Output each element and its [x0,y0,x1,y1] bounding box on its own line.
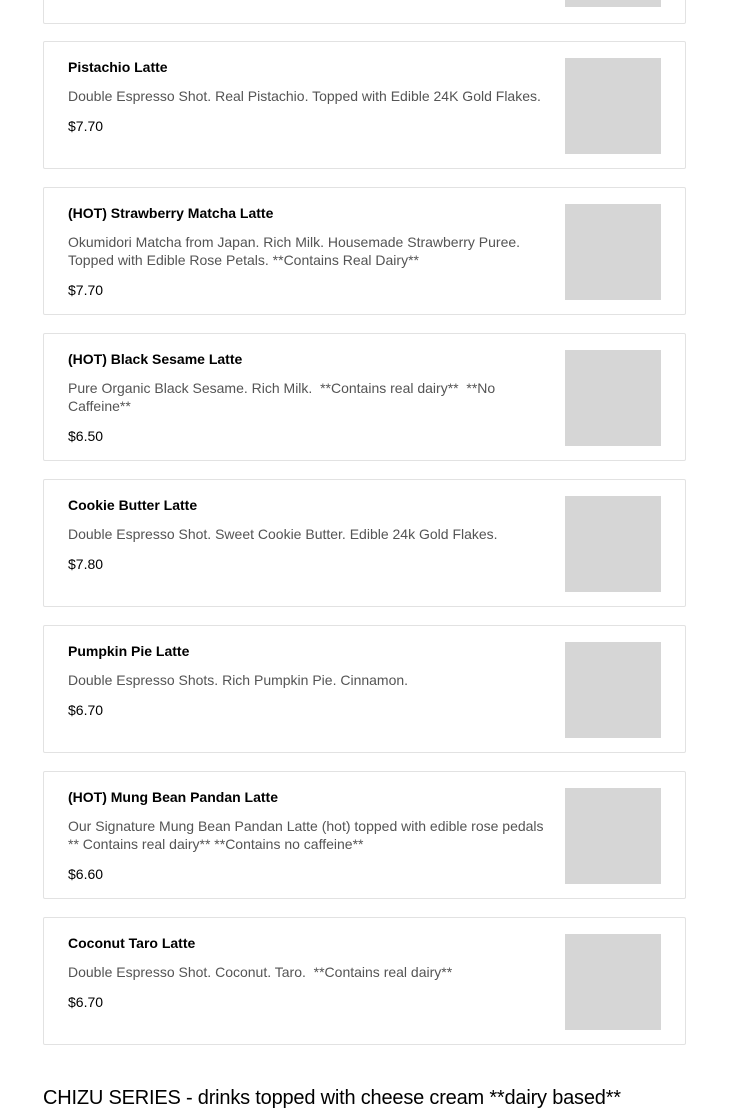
menu-item-price: $7.70 [68,118,104,134]
menu-item-price: $6.60 [68,866,104,882]
menu-item-info [68,58,544,135]
menu-item-card[interactable] [43,333,686,461]
menu-item-description: Pure Organic Black Sesame. Rich Milk. **Contains real dairy** **No Caffeine** [68,380,500,414]
menu-item-title: Coconut Taro Latte [68,935,196,951]
menu-item-card[interactable] [43,41,686,169]
menu-item-info [68,496,544,573]
menu-item-card[interactable] [43,187,686,315]
menu-item-card[interactable] [43,917,686,1045]
menu-item-info [68,934,544,1011]
menu-item-price: $7.70 [68,282,104,298]
menu-item-title: Pumpkin Pie Latte [68,643,190,659]
menu-item-description: Double Espresso Shots. Rich Pumpkin Pie. Cinnamon. [68,672,409,688]
menu-item-info [68,204,544,299]
menu-item-description: Double Espresso Shot. Real Pistachio. Topped with Edible 24K Gold Flakes. [68,88,541,104]
menu-item-info [68,788,548,883]
menu-item-card[interactable] [43,479,686,607]
menu-item-description: Okumidori Matcha from Japan. Rich Milk. Housemade Strawberry Puree. Topped with Edible Rose Petals. **Contains Real Dairy** [68,234,524,268]
menu-item-info [68,350,544,445]
menu-item-description: Our Signature Mung Bean Pandan Latte (hot) topped with edible rose pedals ** Contains real dairy** **Contains no caffeine** [68,818,548,852]
menu-item-title: (HOT) Strawberry Matcha Latte [68,205,274,221]
menu-item-price: $6.50 [68,428,104,444]
menu-item-price: $6.70 [68,994,104,1010]
menu-item-image [565,58,661,154]
menu-item-price: $7.80 [68,556,104,572]
menu-item-title: (HOT) Mung Bean Pandan Latte [68,789,278,805]
menu-item-title: Cookie Butter Latte [68,497,198,513]
menu-item-price [68,0,103,1]
menu-item-info [68,642,544,719]
menu-item-image [565,350,661,446]
menu-item-description: Double Espresso Shot. Coconut. Taro. **Contains real dairy** [68,964,453,980]
menu-item-description: Double Espresso Shot. Sweet Cookie Butter. Edible 24k Gold Flakes. [68,526,498,542]
menu-item-image [565,788,661,884]
section-title: CHIZU SERIES - drinks topped with cheese cream **dairy based** [43,1087,621,1109]
menu-item-title: (HOT) Black Sesame Latte [68,351,243,367]
menu-item-title: Pistachio Latte [68,59,168,75]
menu-item-image [565,642,661,738]
menu-item-card[interactable] [43,771,686,899]
menu-item-image [565,934,661,1030]
menu-item-image [565,0,661,7]
menu-item-info [68,5,544,23]
menu-item-card[interactable] [43,625,686,753]
menu-item-price: $6.70 [68,702,104,718]
menu-item-image [565,204,661,300]
menu-item-image [565,496,661,592]
menu-item-card-partial[interactable] [43,0,686,24]
